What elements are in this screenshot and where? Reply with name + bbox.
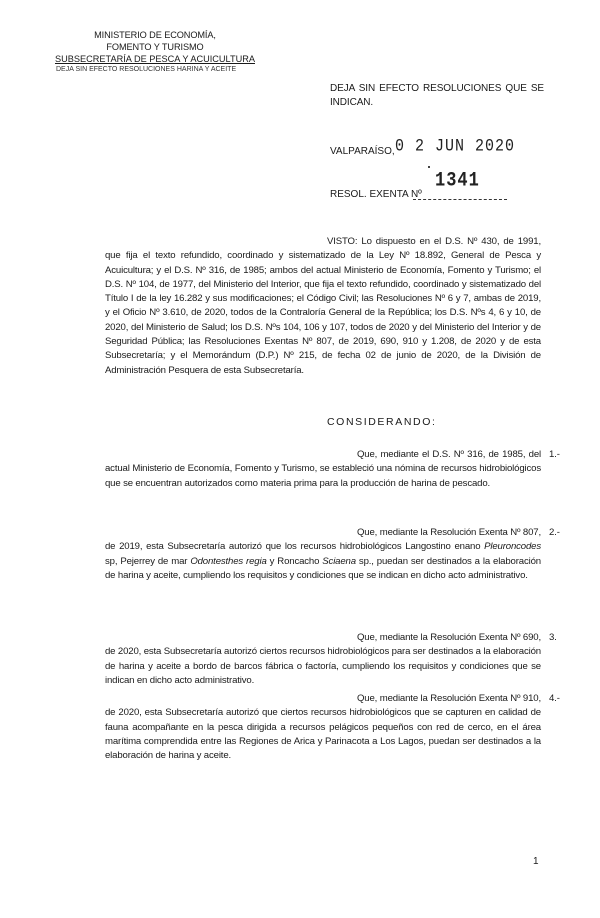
page-number: 1	[533, 856, 539, 867]
considerando-item	[105, 448, 560, 491]
subsecretariat-name: SUBSECRETARÍA DE PESCA Y ACUICULTURA	[55, 54, 255, 64]
resolution-label: RESOL. EXENTA Nº	[330, 189, 422, 200]
ink-dot	[428, 166, 430, 168]
visto-heading: VISTO:	[327, 236, 358, 247]
item-text-part: sp., puedan ser destinados a la elaboración de harina y aceite, cumpliendo los requisitos y condiciones que se indican en dicho acto administrativo.	[105, 555, 541, 581]
considerando-item	[105, 631, 557, 688]
item-number: 1.-	[549, 449, 560, 460]
species-name: Pleuroncodes	[484, 541, 541, 553]
item-text-part: y Roncacho	[266, 555, 323, 567]
considerando-item	[105, 692, 560, 763]
resolution-number-stamp: 1341	[435, 170, 480, 193]
item-text: Que, mediante la Resolución Exenta Nº 690, de 2020, esta Subsecretaría autorizó ciertos recursos hidrobiológicos para ser destinados a la elaboración de harina y aceite a bordo de barcos fábrica o factoría, cumpliendo los requisitos y condiciones que se indican en dicho acto administrativo.	[105, 632, 541, 686]
resolution-subject: DEJA SIN EFECTO RESOLUCIONES QUE SE INDICAN.	[330, 83, 544, 108]
item-text-part: sp, Pejerrey de mar	[105, 555, 191, 567]
ministry-name-line1: MINISTERIO DE ECONOMÍA,	[94, 30, 216, 40]
visto-paragraph	[105, 235, 541, 378]
item-text: Que, mediante el D.S. Nº 316, de 1985, del actual Ministerio de Economía, Fomento y Turismo, se estableció una nómina de recursos hidrobiológicos que se encuentran autorizados como materia prima para la producción de harina de pescado.	[105, 449, 541, 489]
considerando-item	[105, 526, 560, 583]
document-reference: DEJA SIN EFECTO RESOLUCIONES HARINA Y ACEITE	[56, 66, 237, 73]
letterhead	[50, 29, 260, 75]
item-number: 3.	[549, 632, 557, 643]
visto-text: Lo dispuesto en el D.S. Nº 430, de 1991, que fija el texto refundido, coordinado y sistematizado de la Ley Nº 18.892, General de Pesca y Acuicultura; y el D.S. Nº 316, de 1985; ambos del actual Ministerio de Economía, Fomento y Turismo; el D.S. Nº 104, de 1977, del Ministerio del Interior, que fija el texto refundido, coordinado y sistematizado del Título I de la ley 16.282 y sus modificaciones; el Código Civil; las Resoluciones Nº 6 y 7, ambas de 2019, y el Oficio Nº 3.610, de 2020, todos de la Contraloría General de la República; los D.S. Nºs 4, 6 y 10, de 2020, del Ministerio de Salud; los D.S. Nºs 104, 106 y 107, todos de 2020 y del Ministerio del Interior y de Seguridad Pública; las Resoluciones Exentas Nº 807, de 2019, 690, 910 y 1.208, de 2020 y de esta Subsecretaría; y el Memorándum (D.P.) Nº 215, de fecha 02 de junio de 2020, de la División de Administración Pesquera de esta Subsecretaría.	[105, 236, 541, 376]
item-text: Que, mediante la Resolución Exenta Nº 910, de 2020, esta Subsecretaría autorizó que ciertos recursos hidrobiológicos que se capturen en calidad de fauna acompañante en la pesca dirigida a recursos pelágicos pequeños con red de cerco, en el área marítima comprendida entre las Regiones de Arica y Parinacota a Los Lagos, puedan ser destinados a la elaboración de harina y aceite.	[105, 693, 541, 762]
place-label: VALPARAÍSO,	[330, 146, 395, 157]
resolution-number-line	[413, 199, 507, 200]
item-number: 4.-	[549, 693, 560, 704]
species-name: Sciaena	[322, 555, 356, 567]
item-text-part: Que, mediante la Resolución Exenta Nº 807, de 2019, esta Subsecretaría autorizó que los recursos hidrobiológicos Langostino enano	[105, 527, 541, 553]
considerando-heading: CONSIDERANDO:	[327, 416, 437, 428]
species-name: Odontesthes regia	[190, 555, 267, 567]
ministry-name-line2: FOMENTO Y TURISMO	[106, 42, 204, 52]
date-stamp: 0 2 JUN 2020	[395, 136, 516, 157]
item-number: 2.-	[549, 527, 560, 538]
